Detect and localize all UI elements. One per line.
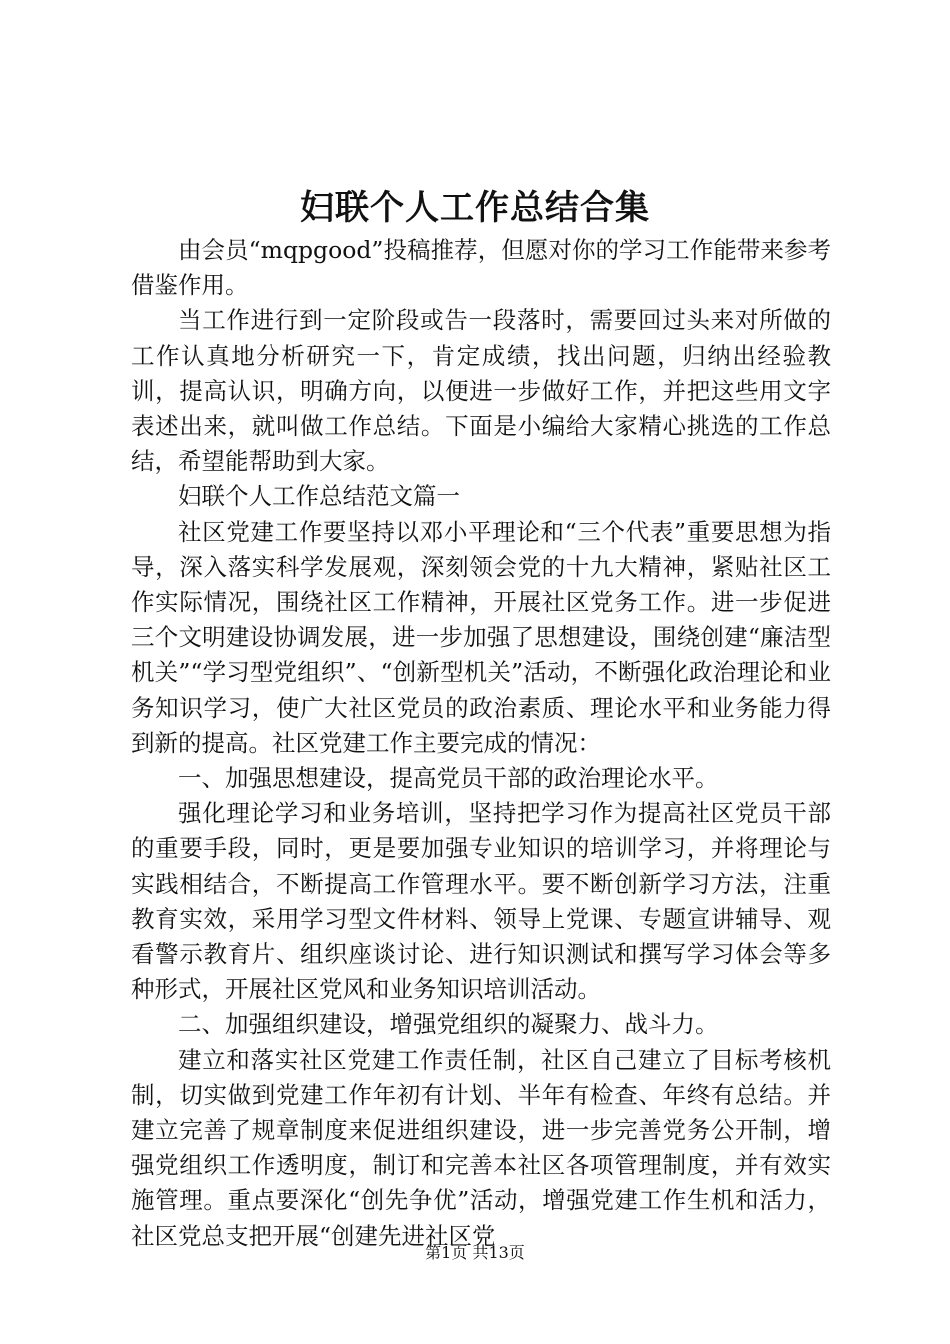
subheading-ideological: 一、加强思想建设，提高党员干部的政治理论水平。 (178, 764, 719, 793)
section-heading: 妇联个人工作总结范文篇一 (178, 482, 460, 511)
document-title: 妇联个人工作总结合集 (300, 188, 650, 228)
paragraph-responsibility: 建立和落实社区党建工作责任制，社区自己建立了目标考核机制，切实做到党建工作年初有计划、半年有检查、年终有总结。并建立完善了规章制度来促进组织建设，进一步完善党务公开制，增强党组织工作透明度，制订和完善本社区各项管理制度，并有效实施管理。重点要深化“创先争优”活动，增强党建工作生机和活力，社区党总支把开展“创建先进社区党 (131, 1045, 831, 1250)
paragraph-party-building: 社区党建工作要坚持以邓小平理论和“三个代表”重要思想为指导，深入落实科学发展观，深刻领会党的十九大精神，紧贴社区工作实际情况，围绕社区工作精神，开展社区党务工作。进一步促进三个文明建设协调发展，进一步加强了思想建设，围绕创建“廉洁型机关”“学习型党组织”、“创新型机关”活动，不断强化政治理论和业务知识学习，使广大社区党员的政治素质、理论水平和业务能力得到新的提高。社区党建工作主要完成的情况： (131, 517, 831, 757)
page-number-footer: 第1页 共13页 (425, 1243, 525, 1262)
paragraph-training: 强化理论学习和业务培训，坚持把学习作为提高社区党员干部的重要手段，同时，更是要加强专业知识的培训学习，并将理论与实践相结合，不断提高工作管理水平。要不断创新学习方法，注重教育实效，采用学习型文件材料、领导上党课、专题宣讲辅导、观看警示教育片、组织座谈讨论、进行知识测试和撰写学习体会等多种形式，开展社区党风和业务知识培训活动。 (131, 799, 831, 1004)
subheading-organizational: 二、加强组织建设，增强党组织的凝聚力、战斗力。 (178, 1010, 719, 1039)
paragraph-summary-definition: 当工作进行到一定阶段或告一段落时，需要回过头来对所做的工作认真地分析研究一下，肯定成绩，找出问题，归纳出经验教训，提高认识，明确方向，以便进一步做好工作，并把这些用文字表述出来，就叫做工作总结。下面是小编给大家精心挑选的工作总结，希望能帮助到大家。 (131, 306, 831, 476)
document-body (131, 233, 831, 1254)
paragraph-intro: 由会员“mqpgood”投稿推荐，但愿对你的学习工作能带来参考借鉴作用。 (131, 236, 831, 300)
